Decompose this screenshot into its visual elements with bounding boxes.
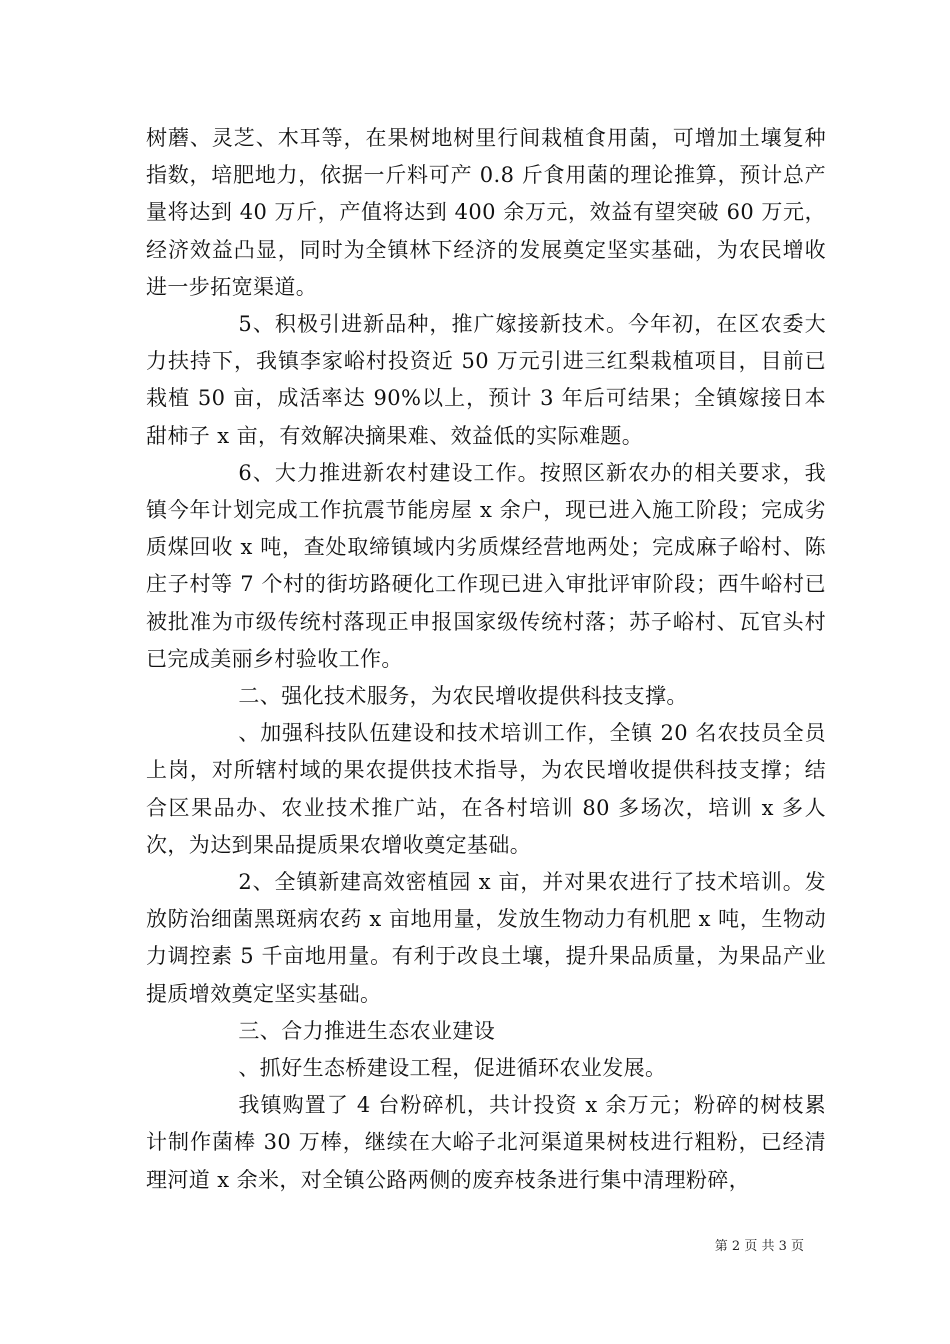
paragraph-tech-team-training: 、加强科技队伍建设和技术培训工作，全镇 20 名农技员全员上岗，对所辖村域的果农提供技术指导，为农民增收提供科技支撑；结合区果品办、农业技术推广站，在各村培训 80 多场次，培训 x 多人次，为达到果品提质果农增收奠定基础。 bbox=[146, 721, 826, 857]
paragraph-continued-mushroom: 树蘑、灵芝、木耳等，在果树地树里行间栽植食用菌，可增加土壤复种指数，培肥地力，依据一斤料可产 0.8 斤食用菌的理论推算，预计总产量将达到 40 万斤，产值将达到 400 余万元，效益有望突破 60 万元，经济效益凸显，同时为全镇林下经济的发展奠定坚实基础，为农民增收进一步拓宽渠道。 bbox=[146, 126, 826, 299]
paragraph-item-6-new-rural: 6、大力推进新农村建设工作。按照区新农办的相关要求，我镇今年计划完成工作抗震节能房屋 x 余户，现已进入施工阶段；完成劣质煤回收 x 吨，查处取缔镇域内劣质煤经营地两处；完成麻子峪村、陈庄子村等 7 个村的街坊路硬化工作现已进入审批评审阶段；西牛峪村已被批准为市级传统村落现正申报国家级传统村落；苏子峪村、瓦官头村已完成美丽乡村验收工作。 bbox=[146, 460, 826, 671]
paragraph-item-5-new-varieties: 5、积极引进新品种，推广嫁接新技术。今年初，在区农委大力扶持下，我镇李家峪村投资近 50 万元引进三红梨栽植项目，目前已栽植 50 亩，成活率达 90%以上，预计 3 年后可结果；全镇嫁接日本甜柿子 x 亩，有效解决摘果难、效益低的实际难题。 bbox=[146, 312, 826, 448]
paragraph-eco-bridge: 、抓好生态桥建设工程，促进循环农业发展。 bbox=[238, 1056, 667, 1081]
section-heading-2-tech-service: 二、强化技术服务，为农民增收提供科技支撑。 bbox=[238, 684, 688, 709]
paragraph-crushers: 我镇购置了 4 台粉碎机，共计投资 x 余万元；粉碎的树枝累计制作菌棒 30 万棒，继续在大峪子北河渠道果树枝进行粗粉，已经清理河道 x 余米，对全镇公路两侧的废弃枝条进行集中清理粉碎， bbox=[146, 1093, 826, 1192]
section-heading-3-eco-agriculture: 三、合力推进生态农业建设 bbox=[238, 1018, 496, 1043]
paragraph-item-2-orchards: 2、全镇新建高效密植园 x 亩，并对果农进行了技术培训。发放防治细菌黑斑病农药 x 亩地用量，发放生物动力有机肥 x 吨，生物动力调控素 5 千亩地用量。有利于改良土壤，提升果品质量，为果品产业提质增效奠定坚实基础。 bbox=[146, 870, 826, 1006]
document-body bbox=[146, 120, 826, 1199]
page-number-footer: 第 2 页 共 3 页 bbox=[714, 1239, 804, 1254]
